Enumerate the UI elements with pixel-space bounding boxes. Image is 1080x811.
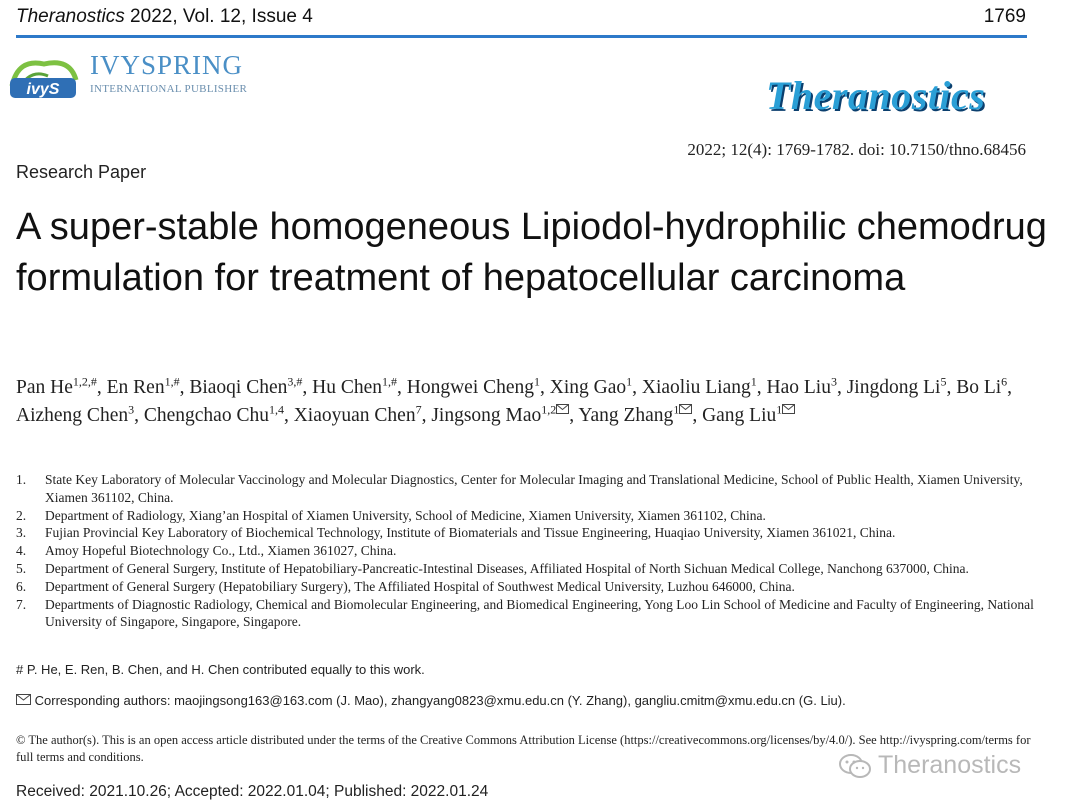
author-affiliation-marker: 3,# [287,374,303,389]
author-separator: , [283,405,294,426]
author-name: Hao Liu [766,377,831,398]
author [312,374,407,398]
author-affiliation-marker: 1,# [164,374,180,389]
watermark-text: Theranostics [878,751,1022,779]
author [846,374,957,398]
author-affiliation-marker: 3 [128,402,135,417]
author-name: Hu Chen [312,377,382,398]
author [431,402,579,426]
publication-dates: Received: 2021.10.26; Accepted: 2022.01.04; Published: 2022.01.24 [16,783,489,800]
affiliation-item [16,507,1036,525]
article-title: A super-stable homogeneous Lipiodol-hydrophilic chemodrug formulation for treatment of hepatocellular carcinoma [16,206,1047,299]
author-affiliation-marker: 1 [534,374,541,389]
author-separator: , [134,405,144,426]
author-separator: , [421,405,432,426]
author-affiliation-marker: 1 [626,374,633,389]
author-name: Hongwei Cheng [406,377,535,398]
author-separator: , [946,377,957,398]
envelope-icon [16,694,31,705]
affiliation-item [16,471,1036,507]
affiliation-number: 4. [16,543,27,559]
envelope-icon[interactable] [782,404,795,414]
affiliation-text: Fujian Provincial Key Laboratory of Biochemical Technology, Institute of Biomaterials and Tissue Engineering, Huaqiao University, Xiamen 361021, China. [45,525,896,541]
author-affiliation-marker: 1,# [382,374,397,389]
author-affiliation-marker: 1,2 [541,402,557,417]
affiliation-text: State Key Laboratory of Molecular Vaccinology and Molecular Diagnostics, Center for Molecular Imaging and Translational Medicine, School of Public Health, Xiamen University, Xiamen 361102, China. [45,472,1023,505]
affiliation-text: Department of General Surgery (Hepatobiliary Surgery), The Affiliated Hospital of Southwest Medical University, Luzhou 646000, China. [45,578,795,594]
affiliation-text: Amoy Hopeful Biotechnology Co., Ltd., Xiamen 361027, China. [45,543,397,559]
envelope-icon[interactable] [556,404,569,414]
author-separator: , [302,377,313,398]
author-separator: , [569,405,579,426]
author-affiliation-marker: 1,4 [268,402,284,417]
corresponding-authors [16,693,1056,708]
author [143,402,294,426]
affiliation-number: 7. [16,596,27,612]
affiliation-item [16,596,1036,632]
author-separator: , [692,405,703,426]
running-header [16,6,1026,34]
journal-name: Theranostics [16,6,125,27]
affiliation-number: 5. [16,560,27,576]
author-affiliation-marker: 5 [940,374,947,389]
author-name: Chengchao Chu [143,405,269,426]
journal-logo[interactable]: Theranostics [766,73,986,118]
citation-doi[interactable]: 2022; 12(4): 1769-1782. doi: 10.7150/thno.68456 [687,140,1026,159]
author-affiliation-marker: 7 [415,402,422,417]
header-rule [16,35,1027,38]
envelope-icon[interactable] [679,404,692,414]
affiliation-text: Departments of Diagnostic Radiology, Chemical and Biomolecular Engineering, and Biomedical Engineering, Yong Loo Lin School of Medicine and Faculty of Engineering, National University of Singapore, Singapore, Singapore. [45,596,1034,630]
author [16,374,107,398]
author-separator: , [632,377,642,398]
author [766,374,847,398]
corresponding-text: Corresponding authors: maojingsong163@163.com (J. Mao), zhangyang0823@xmu.edu.cn (Y. Zhang), gangliu.cmitm@xmu.edu.cn (G. Liu). [34,693,846,708]
publisher-name: IVYSPRING [90,50,244,80]
author-separator: , [756,377,767,398]
volume-info: 2022, Vol. 12, Issue 4 [124,6,313,27]
author-name: Jingdong Li [846,377,941,398]
ivyspring-logo-icon [8,50,80,102]
affiliation-number: 6. [16,578,27,594]
ivyspring-logo-text: ivyS [26,81,60,98]
author-name: Jingsong Mao [431,405,542,426]
affiliation-item [16,542,1036,560]
author-affiliation-marker: 3 [830,374,837,389]
affiliation-item [16,578,1036,596]
affiliation-number: 3. [16,525,27,541]
author-name: Gang Liu [702,405,777,426]
author-name: En Ren [106,377,165,398]
author [293,402,432,426]
publisher-logo[interactable] [8,50,268,102]
affiliation-list [16,471,1036,631]
author-separator: , [1007,377,1013,398]
author [16,402,144,426]
author-name: Xiaoyuan Chen [293,405,416,426]
affiliation-number: 1. [16,472,27,487]
affiliation-item [16,560,1036,578]
author-separator: , [397,377,407,398]
affiliation-number: 2. [16,507,27,523]
author [578,402,703,426]
author-affiliation-marker: 1 [776,402,783,417]
author [406,374,550,398]
author-affiliation-marker: 1 [750,374,757,389]
equal-contribution-note: # P. He, E. Ren, B. Chen, and H. Chen contributed equally to this work. [16,662,425,677]
affiliation-text: Department of General Surgery, Institute of Hepatobiliary-Pancreatic-Intestinal Diseases, Affiliated Hospital of North Sichuan Medical College, Nanchong 637000, China. [45,560,969,576]
author [641,374,767,398]
author [189,374,313,398]
author-name: Xiaoliu Liang [641,377,751,398]
author [549,374,642,398]
author-separator: , [96,377,107,398]
author-name: Pan He [16,377,73,398]
article-type: Research Paper [16,162,147,182]
author-name: Bo Li [956,377,1002,398]
author-name: Yang Zhang [578,405,674,426]
author-affiliation-marker: 6 [1001,374,1008,389]
page-number: 1769 [983,6,1026,27]
wechat-watermark [838,751,1021,785]
publisher-subtitle: INTERNATIONAL PUBLISHER [90,83,248,95]
author-name: Aizheng Chen [16,405,129,426]
wechat-icon [838,752,872,780]
author-separator: , [179,377,190,398]
author-name: Xing Gao [549,377,627,398]
author [956,374,1013,398]
license-statement: © The author(s). This is an open access article distributed under the terms of the Creative Commons Attribution License (https://creativecommons.org/licenses/by/4.0/). See http://ivyspring.com/terms for full terms and conditions. [16,733,1031,764]
author-affiliation-marker: 1 [673,402,680,417]
author-affiliation-marker: 1,2,# [72,374,97,389]
affiliation-text: Department of Radiology, Xiang’an Hospital of Xiamen University, School of Medicine, Xiamen University, Xiamen 361102, China. [45,507,766,523]
author-separator: , [836,377,847,398]
affiliation-item [16,524,1036,542]
author-list [16,374,1056,430]
author [702,402,795,426]
author-separator: , [540,377,550,398]
author-name: Biaoqi Chen [189,377,288,398]
author [106,374,190,398]
